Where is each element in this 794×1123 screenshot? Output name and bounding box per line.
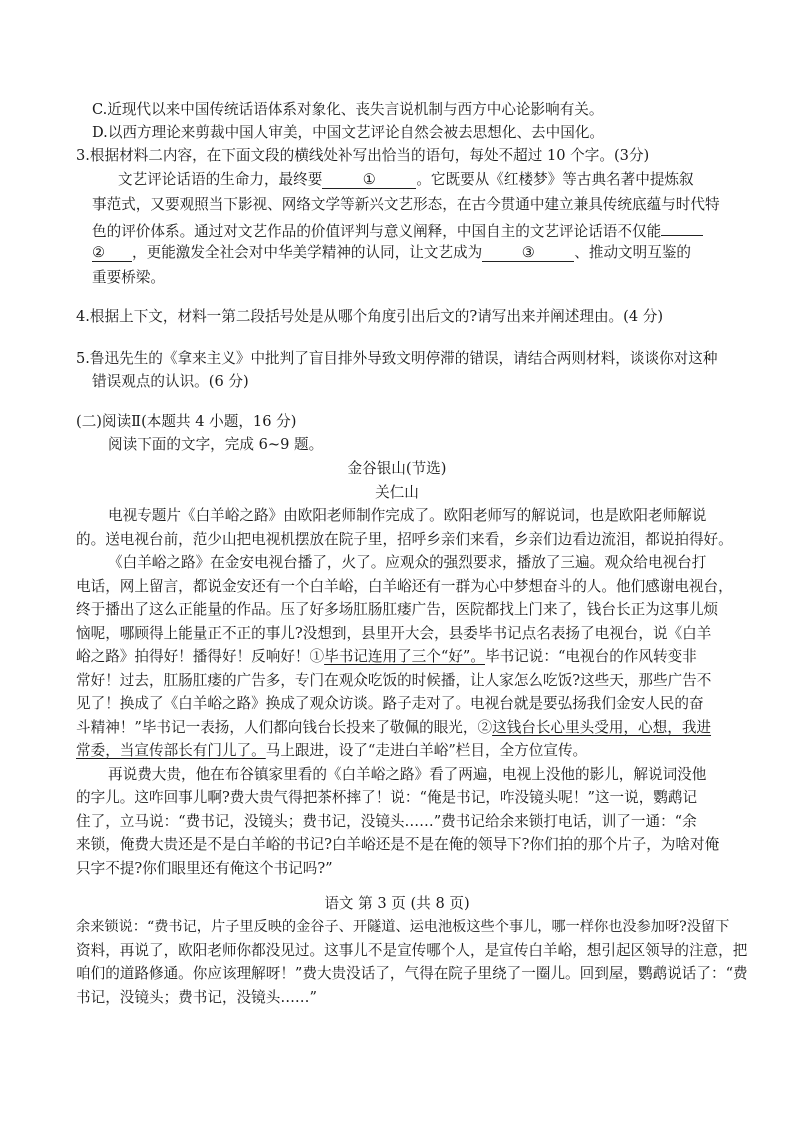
q3-text-e: 、推动文明互鉴的 (574, 244, 692, 261)
q3-text-a: 文艺评论话语的生命力，最终要 (118, 171, 323, 188)
story-line-8: 常好！过去，肛肠肛瘘的广告多，专门在观众吃饭的时候播，让人家怎么吃饭?这些天，那些广告不 (76, 672, 712, 689)
story-line-1: 电视专题片《白羊峪之路》由欧阳老师制作完成了。欧阳老师写的解说词，也是欧阳老师解说 (108, 507, 707, 524)
question-3-stem: 3.根据材料二内容，在下面文段的横线处补写出恰当的语句，每处不超过 10 个字。(3分) (76, 147, 650, 164)
story-line-5: 终于播出了这么正能量的作品。压了好多场肛肠肛瘘广告，医院都找上门来了，钱台长正为这事儿烦 (76, 601, 719, 618)
blank-3: ③ (482, 245, 574, 262)
story2-line-3: 咱们的道路修通。你应该理解呀！”费大贵没话了，气得在院子里绕了一圈儿。回到屋，鹦鹉说话了：“费 (76, 965, 748, 982)
underlined-sentence-2: 这钱台长心里头受用，心想，我进 (492, 719, 712, 736)
story2-line-1: 余来锁说：“费书记，片子里反映的金谷子、开隧道、运电池板这些个事儿，哪一样你也没参加呀?没留下 (76, 919, 730, 935)
story-line-13: 的字儿。这咋回事儿啊?费大贵气得把茶杯摔了！说：“俺是书记，咋没镜头呢！”这一说，鹦鹉记 (76, 789, 698, 806)
underlined-sentence-2-cont: 常委，当宣传部长有门儿了。 (76, 742, 266, 759)
blank-2: ② (92, 245, 132, 262)
story2-line-4: 书记，没镜头；费书记，没镜头……” (76, 989, 317, 1006)
story-line-10 (76, 718, 711, 738)
question-5-line-2: 错误观点的认识。(6 分) (92, 373, 249, 390)
story-line-7 (76, 647, 697, 667)
underlined-sentence-1: 毕书记连用了三个“好”。 (324, 648, 485, 665)
option-c: C.近现代以来中国传统话语体系对象化、丧失言说机制与西方中心论影响有关。 (92, 101, 604, 118)
story-title: 金谷银山(节选) (347, 460, 447, 477)
q3-passage-line-5: 重要桥梁。 (92, 269, 165, 286)
story-line-2: 的。送电视台前，范少山把电视机摆放在院子里，招呼乡亲们来看，乡亲们边看边流泪，都说拍得好。 (76, 531, 733, 548)
story-line-6: 恼呢，哪顾得上能量正不正的事儿?没想到，县里开大会，县委毕书记点名表扬了电视台，说《白羊 (76, 625, 712, 642)
story-line-15: 来锁，俺费大贵还是不是白羊峪的书记?白羊峪还是不是在俺的领导下?你们拍的那个片子，为啥对俺 (76, 836, 720, 853)
blank-2-line (661, 219, 703, 236)
story-line-7-b: 毕书记说：“电视台的作风转变非 (484, 648, 697, 665)
q3-passage-line-2: 事范式，又要观照当下影视、网络文学等新兴文艺形态，在古今贯通中建立兼具传统底蕴与时代特 (92, 196, 720, 213)
section-2-instruction: 阅读下面的文字，完成 6~9 题。 (108, 436, 324, 453)
section-2-heading: (二)阅读Ⅱ(本题共 4 小题，16 分) (76, 413, 297, 430)
story-line-16: 只字不提?你们眼里还有俺这个书记吗?” (76, 860, 333, 877)
story-line-11 (76, 741, 587, 761)
q3-text-b: 。它既要从《红楼梦》等古典名著中提炼叙 (416, 171, 694, 188)
blank-1: ① (322, 172, 416, 189)
option-d: D.以西方理论来剪裁中国人审美，中国文艺评论自然会被去思想化、去中国化。 (92, 124, 605, 141)
q3-passage-line-1 (118, 170, 694, 190)
story-line-3: 《白羊峪之路》在金安电视台播了，火了。应观众的强烈要求，播放了三遍。观众给电视台打 (108, 554, 707, 571)
story-line-9: 见了！换成了《白羊峪之路》换成了观众访谈。路子走对了。电视台就是要弘扬我们金安人民的奋 (76, 695, 704, 712)
question-5-line-1: 5.鲁迅先生的《拿来主义》中批判了盲目排外导致文明停滞的错误，请结合两则材料，谈谈你对这种 (76, 350, 718, 367)
story-line-10-a: 斗精神！”毕书记一表扬，人们都向钱台长投来了敬佩的眼光，② (76, 719, 493, 736)
story2-line-2: 资料，再说了，欧阳老师你都没见过。这事儿不是宣传哪个人，是宣传白羊峪，想引起区领导的注意，把 (76, 942, 748, 959)
q3-text-d: ，更能激发全社会对中华美学精神的认同，让文艺成为 (132, 244, 483, 261)
question-4: 4.根据上下文，材料一第二段括号处是从哪个角度引出后文的?请写出来并阐述理由。(4 分) (76, 308, 664, 325)
q3-text-c: 色的评价体系。通过对文艺作品的价值评判与意义阐释，中国自主的文艺评论话语不仅能 (92, 223, 662, 240)
story-line-7-a: 峪之路》拍得好！播得好！反响好！① (76, 648, 325, 665)
page-footer: 语文 第 3 页 (共 8 页) (324, 895, 470, 912)
q3-passage-line-4 (92, 243, 691, 263)
q3-passage-line-3 (92, 219, 703, 242)
story-line-12: 再说费大贵，他在布谷镇家里看的《白羊峪之路》看了两遍，电视上没他的影儿，解说词没他 (108, 766, 707, 783)
story-author: 关仁山 (375, 484, 419, 501)
story-line-4: 电话，网上留言，都说金安还有一个白羊峪，白羊峪还有一群为心中梦想奋斗的人。他们感谢电视台， (76, 578, 733, 595)
story-line-11-b: 马上跟进，设了“走进白羊峪”栏目，全方位宣传。 (265, 742, 588, 759)
story-line-14: 住了，立马说：“费书记，没镜头；费书记，没镜头……”费书记给余来锁打电话，训了一通：“余 (76, 813, 697, 830)
